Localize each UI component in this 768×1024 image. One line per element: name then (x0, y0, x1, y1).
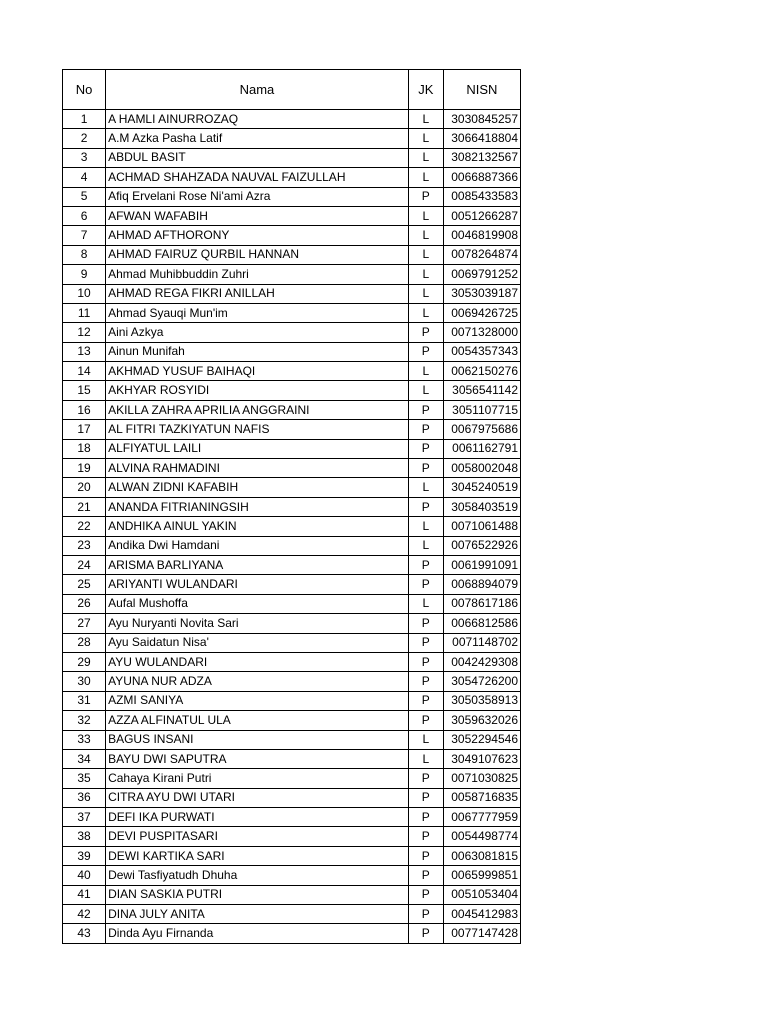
cell-jk: L (408, 284, 443, 303)
table-row (63, 730, 521, 749)
cell-no: 9 (63, 265, 106, 284)
cell-nama: Dewi Tasfiyatudh Dhuha (106, 866, 409, 885)
cell-jk: L (408, 206, 443, 225)
table-row (63, 614, 521, 633)
table-row (63, 459, 521, 478)
cell-jk: L (408, 148, 443, 167)
cell-jk: P (408, 633, 443, 652)
cell-no: 26 (63, 594, 106, 613)
cell-nisn: 0042429308 (443, 652, 520, 671)
cell-nama: ACHMAD SHAHZADA NAUVAL FAIZULLAH (106, 168, 409, 187)
cell-jk: P (408, 323, 443, 342)
cell-no: 11 (63, 303, 106, 322)
cell-jk: P (408, 672, 443, 691)
cell-nisn: 0071061488 (443, 517, 520, 536)
cell-no: 35 (63, 769, 106, 788)
table-body (63, 110, 521, 944)
cell-jk: P (408, 342, 443, 361)
cell-no: 25 (63, 575, 106, 594)
table-row (63, 711, 521, 730)
table-row (63, 168, 521, 187)
cell-no: 15 (63, 381, 106, 400)
cell-nama: AHMAD FAIRUZ QURBIL HANNAN (106, 245, 409, 264)
cell-jk: L (408, 110, 443, 129)
cell-nama: BAYU DWI SAPUTRA (106, 749, 409, 768)
cell-jk: P (408, 459, 443, 478)
cell-nama: AHMAD REGA FIKRI ANILLAH (106, 284, 409, 303)
cell-nama: Cahaya Kirani Putri (106, 769, 409, 788)
cell-nisn: 3058403519 (443, 497, 520, 516)
cell-jk: P (408, 555, 443, 574)
cell-jk: L (408, 226, 443, 245)
table-row (63, 691, 521, 710)
cell-jk: L (408, 517, 443, 536)
cell-jk: P (408, 885, 443, 904)
cell-nama: ALVINA RAHMADINI (106, 459, 409, 478)
table-row (63, 420, 521, 439)
cell-nisn: 0061991091 (443, 555, 520, 574)
cell-nisn: 3082132567 (443, 148, 520, 167)
cell-nisn: 0054357343 (443, 342, 520, 361)
cell-jk: P (408, 808, 443, 827)
cell-nama: Aini Azkya (106, 323, 409, 342)
cell-no: 40 (63, 866, 106, 885)
cell-nisn: 0078617186 (443, 594, 520, 613)
cell-jk: L (408, 245, 443, 264)
cell-nama: ARISMA BARLIYANA (106, 555, 409, 574)
cell-no: 2 (63, 129, 106, 148)
cell-nisn: 0066812586 (443, 614, 520, 633)
cell-nama: AFWAN WAFABIH (106, 206, 409, 225)
table-row (63, 555, 521, 574)
cell-no: 36 (63, 788, 106, 807)
cell-no: 37 (63, 808, 106, 827)
table-row (63, 303, 521, 322)
table-row (63, 497, 521, 516)
table-row (63, 905, 521, 924)
table-row (63, 788, 521, 807)
table-row (63, 808, 521, 827)
cell-no: 19 (63, 459, 106, 478)
cell-nisn: 3050358913 (443, 691, 520, 710)
cell-no: 23 (63, 536, 106, 555)
table-row (63, 517, 521, 536)
table-row (63, 226, 521, 245)
cell-no: 39 (63, 846, 106, 865)
cell-jk: L (408, 594, 443, 613)
cell-jk: L (408, 168, 443, 187)
cell-nisn: 3054726200 (443, 672, 520, 691)
cell-nisn: 3045240519 (443, 478, 520, 497)
cell-no: 27 (63, 614, 106, 633)
cell-jk: P (408, 924, 443, 943)
cell-nama: Ainun Munifah (106, 342, 409, 361)
cell-no: 30 (63, 672, 106, 691)
cell-no: 29 (63, 652, 106, 671)
cell-jk: L (408, 303, 443, 322)
table-row (63, 362, 521, 381)
table-row (63, 129, 521, 148)
table-row (63, 594, 521, 613)
cell-no: 10 (63, 284, 106, 303)
cell-nama: Dinda Ayu Firnanda (106, 924, 409, 943)
table-row (63, 846, 521, 865)
cell-nisn: 0071328000 (443, 323, 520, 342)
table-row (63, 381, 521, 400)
cell-no: 33 (63, 730, 106, 749)
cell-nama: AHMAD AFTHORONY (106, 226, 409, 245)
cell-nisn: 3059632026 (443, 711, 520, 730)
cell-nisn: 0071148702 (443, 633, 520, 652)
student-table (62, 69, 521, 944)
table-row (63, 400, 521, 419)
cell-nama: AYU WULANDARI (106, 652, 409, 671)
cell-jk: P (408, 187, 443, 206)
cell-nama: ANDHIKA AINUL YAKIN (106, 517, 409, 536)
table-row (63, 536, 521, 555)
cell-nisn: 0061162791 (443, 439, 520, 458)
cell-jk: L (408, 536, 443, 555)
cell-nisn: 0054498774 (443, 827, 520, 846)
cell-no: 6 (63, 206, 106, 225)
cell-nama: ALWAN ZIDNI KAFABIH (106, 478, 409, 497)
cell-nama: DEWI KARTIKA SARI (106, 846, 409, 865)
cell-nama: AZZA ALFINATUL ULA (106, 711, 409, 730)
header-nisn: NISN (443, 70, 520, 110)
cell-nisn: 0063081815 (443, 846, 520, 865)
cell-nama: ALFIYATUL LAILI (106, 439, 409, 458)
table-row (63, 323, 521, 342)
cell-no: 16 (63, 400, 106, 419)
cell-nama: Ayu Nuryanti Novita Sari (106, 614, 409, 633)
table-row (63, 439, 521, 458)
cell-nisn: 0062150276 (443, 362, 520, 381)
cell-nisn: 0071030825 (443, 769, 520, 788)
table-row (63, 206, 521, 225)
cell-jk: P (408, 439, 443, 458)
table-row (63, 885, 521, 904)
cell-no: 18 (63, 439, 106, 458)
cell-no: 1 (63, 110, 106, 129)
cell-nisn: 3051107715 (443, 400, 520, 419)
cell-no: 28 (63, 633, 106, 652)
cell-nama: DIAN SASKIA PUTRI (106, 885, 409, 904)
table-row (63, 478, 521, 497)
cell-nisn: 0065999851 (443, 866, 520, 885)
cell-nisn: 3052294546 (443, 730, 520, 749)
cell-nisn: 0068894079 (443, 575, 520, 594)
cell-nama: Ahmad Syauqi Mun'im (106, 303, 409, 322)
cell-nama: DINA JULY ANITA (106, 905, 409, 924)
cell-nama: A HAMLI AINURROZAQ (106, 110, 409, 129)
cell-nama: Ayu Saidatun Nisa' (106, 633, 409, 652)
cell-no: 14 (63, 362, 106, 381)
cell-no: 3 (63, 148, 106, 167)
cell-nisn: 0085433583 (443, 187, 520, 206)
cell-nisn: 3030845257 (443, 110, 520, 129)
table-row (63, 342, 521, 361)
cell-no: 5 (63, 187, 106, 206)
cell-jk: P (408, 827, 443, 846)
cell-nama: A.M Azka Pasha Latif (106, 129, 409, 148)
cell-no: 7 (63, 226, 106, 245)
cell-jk: L (408, 362, 443, 381)
table-row (63, 866, 521, 885)
header-jk: JK (408, 70, 443, 110)
cell-no: 21 (63, 497, 106, 516)
table-row (63, 245, 521, 264)
cell-nisn: 0077147428 (443, 924, 520, 943)
cell-no: 12 (63, 323, 106, 342)
cell-nama: DEVI PUSPITASARI (106, 827, 409, 846)
cell-nisn: 3056541142 (443, 381, 520, 400)
cell-jk: P (408, 420, 443, 439)
table-row (63, 148, 521, 167)
cell-jk: L (408, 129, 443, 148)
cell-jk: P (408, 846, 443, 865)
cell-nisn: 3053039187 (443, 284, 520, 303)
header-nama: Nama (106, 70, 409, 110)
cell-no: 38 (63, 827, 106, 846)
cell-no: 34 (63, 749, 106, 768)
cell-nisn: 0066887366 (443, 168, 520, 187)
cell-jk: P (408, 652, 443, 671)
cell-nama: Andika Dwi Hamdani (106, 536, 409, 555)
cell-nama: AKILLA ZAHRA APRILIA ANGGRAINI (106, 400, 409, 419)
cell-nama: AZMI SANIYA (106, 691, 409, 710)
cell-jk: P (408, 575, 443, 594)
cell-nisn: 0067777959 (443, 808, 520, 827)
cell-jk: L (408, 265, 443, 284)
table-row (63, 633, 521, 652)
cell-nama: Ahmad Muhibbuddin Zuhri (106, 265, 409, 284)
cell-no: 17 (63, 420, 106, 439)
cell-nama: ANANDA FITRIANINGSIH (106, 497, 409, 516)
cell-nama: DEFI IKA PURWATI (106, 808, 409, 827)
table-row (63, 749, 521, 768)
header-no: No (63, 70, 106, 110)
cell-no: 32 (63, 711, 106, 730)
cell-jk: L (408, 478, 443, 497)
table-row (63, 769, 521, 788)
cell-jk: L (408, 730, 443, 749)
cell-no: 4 (63, 168, 106, 187)
cell-nama: Aufal Mushoffa (106, 594, 409, 613)
table-row (63, 187, 521, 206)
cell-nama: AYUNA NUR ADZA (106, 672, 409, 691)
cell-jk: P (408, 711, 443, 730)
cell-jk: P (408, 905, 443, 924)
cell-nama: ARIYANTI WULANDARI (106, 575, 409, 594)
cell-nisn: 3049107623 (443, 749, 520, 768)
cell-no: 41 (63, 885, 106, 904)
table-row (63, 652, 521, 671)
cell-no: 24 (63, 555, 106, 574)
cell-nisn: 0058716835 (443, 788, 520, 807)
cell-no: 31 (63, 691, 106, 710)
cell-no: 22 (63, 517, 106, 536)
cell-no: 43 (63, 924, 106, 943)
cell-jk: P (408, 769, 443, 788)
cell-nisn: 0069426725 (443, 303, 520, 322)
cell-nama: CITRA AYU DWI UTARI (106, 788, 409, 807)
cell-nisn: 0051053404 (443, 885, 520, 904)
table-row (63, 575, 521, 594)
header-row (63, 70, 521, 110)
cell-jk: P (408, 788, 443, 807)
cell-nisn: 0046819908 (443, 226, 520, 245)
cell-nisn: 0078264874 (443, 245, 520, 264)
table-row (63, 827, 521, 846)
cell-nisn: 3066418804 (443, 129, 520, 148)
cell-no: 20 (63, 478, 106, 497)
cell-jk: P (408, 691, 443, 710)
table-row (63, 924, 521, 943)
cell-nama: Afiq Ervelani Rose Ni'ami Azra (106, 187, 409, 206)
cell-nisn: 0045412983 (443, 905, 520, 924)
cell-jk: P (408, 866, 443, 885)
cell-nama: BAGUS INSANI (106, 730, 409, 749)
cell-no: 13 (63, 342, 106, 361)
table-row (63, 284, 521, 303)
cell-nisn: 0076522926 (443, 536, 520, 555)
cell-nisn: 0069791252 (443, 265, 520, 284)
cell-nisn: 0067975686 (443, 420, 520, 439)
cell-jk: L (408, 749, 443, 768)
cell-no: 8 (63, 245, 106, 264)
table-row (63, 110, 521, 129)
table-row (63, 265, 521, 284)
cell-nama: AL FITRI TAZKIYATUN NAFIS (106, 420, 409, 439)
table-row (63, 672, 521, 691)
cell-jk: P (408, 497, 443, 516)
cell-jk: L (408, 381, 443, 400)
cell-nama: AKHYAR ROSYIDI (106, 381, 409, 400)
cell-nisn: 0051266287 (443, 206, 520, 225)
cell-jk: P (408, 614, 443, 633)
cell-nisn: 0058002048 (443, 459, 520, 478)
cell-nama: AKHMAD YUSUF BAIHAQI (106, 362, 409, 381)
cell-no: 42 (63, 905, 106, 924)
cell-nama: ABDUL BASIT (106, 148, 409, 167)
cell-jk: P (408, 400, 443, 419)
